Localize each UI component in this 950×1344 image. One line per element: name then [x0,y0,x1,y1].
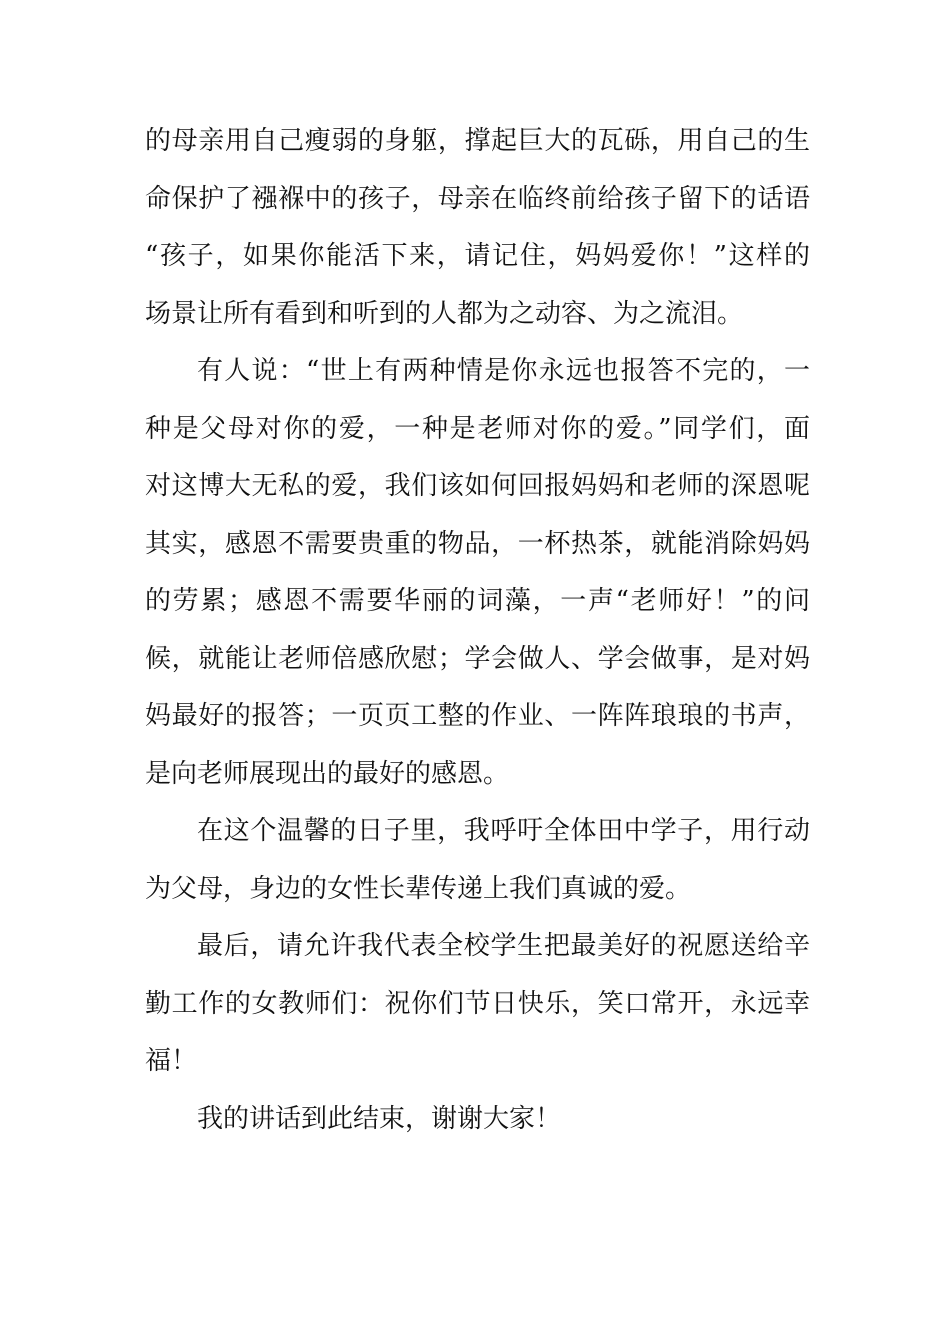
paragraph-continuation [145,113,810,343]
paragraph-blessing [145,918,810,1091]
paragraph-gratitude [145,343,810,803]
text-line: 妈最好的报答；一页页工整的作业、一阵阵琅琅的书声， [145,701,810,731]
text-line: 对这博大无私的爱，我们该如何回报妈妈和老师的深恩呢 [145,471,810,501]
text-line: 我的讲话到此结束，谢谢大家！ [197,1103,562,1134]
text-line: 最后，请允许我代表全校学生把最美好的祝愿送给辛 [197,931,810,961]
text-line: 福！ [145,1046,198,1076]
text-line: 场景让所有看到和听到的人都为之动容、为之流泪。 [145,298,744,329]
text-line: 命保护了襁褓中的孩子，母亲在临终前给孩子留下的话语 [145,183,810,214]
text-line: 为父母，身边的女性长辈传递上我们真诚的爱。 [145,873,692,904]
text-line: 有人说：“世上有两种情是你永远也报答不完的，一 [197,356,810,386]
text-line: 在这个温馨的日子里，我呼吁全体田中学子，用行动 [197,816,810,846]
text-line: 勤工作的女教师们：祝你们节日快乐，笑口常开，永远幸 [145,988,810,1019]
text-line: 候，就能让老师倍感欣慰；学会做人、学会做事，是对妈 [145,643,810,674]
paragraph-call-to-action [145,803,810,918]
document-body [145,113,810,1148]
text-line: “孩子，如果你能活下来，请记住，妈妈爱你！”这样的 [145,241,810,271]
text-line: 是向老师展现出的最好的感恩。 [145,758,510,789]
text-line: 其实，感恩不需要贵重的物品，一杯热茶，就能消除妈妈 [145,528,810,559]
text-line: 的劳累；感恩不需要华丽的词藻，一声“老师好！”的问 [145,586,810,616]
text-line: 的母亲用自己瘦弱的身躯，撑起巨大的瓦砾，用自己的生 [145,126,810,156]
paragraph-closing [145,1091,810,1149]
text-line: 种是父母对你的爱，一种是老师对你的爱。”同学们，面 [145,413,810,444]
